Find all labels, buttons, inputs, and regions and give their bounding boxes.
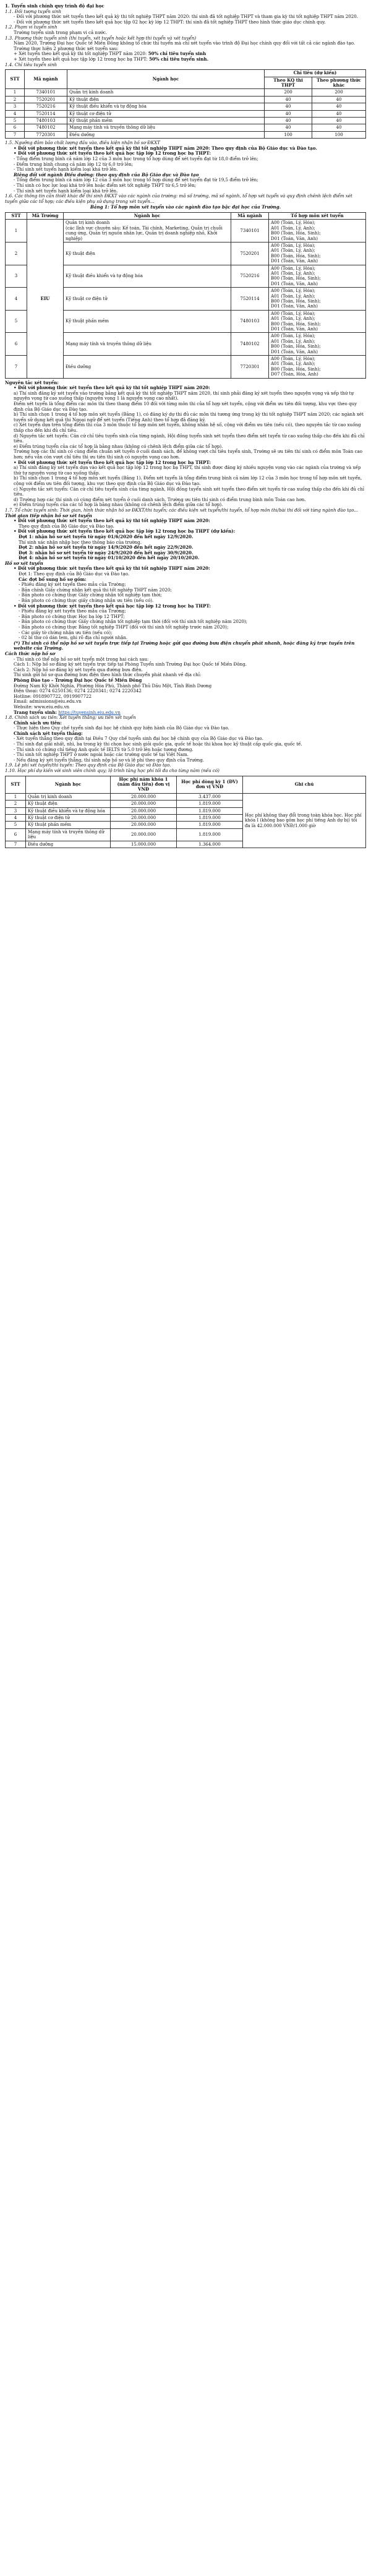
table-cell: Kỹ thuật điện xyxy=(67,96,265,103)
paragraph: - Xét tuyển thẳng theo quy định tại Điều 7 Quy chế tuyển sinh đại học hệ chính quy của Bộ Giáo dục và Đào tạo. xyxy=(14,736,263,742)
table-cell: 7480102 xyxy=(231,333,269,356)
table-cell: 40 xyxy=(312,117,366,124)
table-cell: 100 xyxy=(312,131,366,138)
table-cell: 40 xyxy=(312,96,366,103)
table-cell: 7340101 xyxy=(25,89,67,96)
table-cell: 7 xyxy=(6,131,25,138)
table-header: Theo phương thức khác xyxy=(312,77,366,89)
paragraph: c) Nguyên tắc xét tuyển: Căn cứ chỉ tiêu tuyển sinh của từng ngành, Hội đồng tuyển sinh xét tuyển theo điểm xét tuyển từ cao xuống thấp cho đến khi đủ chỉ tiêu. xyxy=(14,486,365,497)
subsection-title: 1.6. Các thông tin cần thiết khác để thí sinh ĐKXT vào các ngành của trường: mã số trường, mã số ngành, tổ hợp xét tuyển và quy định chênh lệch điểm xét tuyển giữa các tổ hợp; các điều kiện phụ sử dụng trong xét tuyển... xyxy=(5,193,352,204)
paragraph: - Phiếu đăng ký xét tuyển theo mẫu của Trường; xyxy=(19,608,126,614)
paragraph: d) Nguyên tắc xét tuyển: Căn cứ chỉ tiêu tuyển sinh của từng ngành, Hội đồng tuyển sinh xét tuyển theo điểm xét tuyển từ cao xuống thấp cho đến khi đủ chỉ tiêu. xyxy=(14,432,365,444)
table-cell: 5 xyxy=(6,822,26,828)
table-header: Mã Trường xyxy=(27,212,64,219)
paragraph: - Thí sinh xét tuyển hạnh kiểm loại khá trở lên. xyxy=(14,166,118,173)
subsection-title: Hồ sơ xét tuyển xyxy=(5,560,43,566)
table-cell: 200 xyxy=(265,89,312,96)
registration-link[interactable]: https://tuyensinh.eiu.edu.vn xyxy=(58,709,121,715)
table-cell: 7720301 xyxy=(231,356,269,379)
paragraph: • Đối với phương thức xét tuyển theo kết quả học tập lớp 12 trong học bạ THPT (dự kiến): xyxy=(14,528,236,535)
paragraph: Chính sách xét tuyển thẳng: xyxy=(14,730,83,736)
table-header: STT xyxy=(6,70,25,89)
subsection-title: Thời gian tiếp nhận hồ sơ xét tuyển xyxy=(5,512,92,518)
subsection-title: 1.10. Học phí dự kiến với sinh viên chính quy; lộ trình tăng học phí tối đa cho từng năm (nếu có) xyxy=(5,768,220,774)
paragraph: Thí sinh gửi hồ sơ qua đường bưu điện theo hình thức chuyển phát nhanh về địa chỉ: xyxy=(14,672,202,678)
paragraph: • Đối với phương thức xét tuyển theo kết quả học tập lớp 12 trong học bạ THPT: xyxy=(14,603,211,609)
table-header: Ngành học xyxy=(64,212,231,219)
table-cell: 40 xyxy=(265,117,312,124)
paragraph: Đợt 1: Theo quy định của Bộ Giáo dục và Đào tạo. xyxy=(19,571,130,577)
table-cell: 3.437.000 xyxy=(177,793,243,800)
table-cell: 2 xyxy=(6,801,26,807)
paragraph: - 02 bì thư có dán tem, ghi rõ địa chỉ người nhận. xyxy=(19,635,128,641)
table-cell: Điều dưỡng xyxy=(26,841,111,848)
paragraph: • Đối với phương thức xét tuyển theo kết quả kỳ thi tốt nghiệp THPT năm 2020: Theo quy định của Bộ Giáo dục và Đào tạo. xyxy=(14,145,317,151)
paragraph: b) Thí sinh chọn 1 trong 4 tổ hợp môn xét tuyển (Bảng 1). Điểm xét tuyển là tổng điểm trung bình cả năm lớp 12 của 3 môn học trong tổ hợp môn xét tuyển, cộng với điểm ưu tiên đối tượng, khu vực theo quy định của Bộ Giáo dục và Đào tạo. xyxy=(14,475,362,486)
table-cell: Kỹ thuật điều khiển và tự động hóa xyxy=(67,103,265,110)
table-header: Ngành học xyxy=(26,776,111,793)
paragraph: - Nếu đăng ký xét tuyển thẳng, thí sinh nộp hồ sơ và lệ phí theo quy định của Trường. xyxy=(14,757,205,763)
table-cell: Kỹ thuật điện xyxy=(26,801,111,807)
table-cell: 200 xyxy=(312,89,366,96)
table-cell: 40 xyxy=(312,103,366,110)
note: (*) Thí sinh có thể nộp hồ sơ xét tuyển trực tiếp tại Trường hoặc gửi qua đường bưu điện chuyển phát nhanh, hoặc đăng ký trực tuyến trên website của Trường. xyxy=(14,640,355,651)
table-cell: 4 xyxy=(6,110,25,117)
table-cell: A00 (Toán, Lý, Hóa); A01 (Toán, Lý, Anh); B00 (Toán, Hóa, Sinh); D07 (Toán, Hóa, Anh) xyxy=(269,356,366,379)
subsection-title: Cách thức nộp hồ sơ xyxy=(5,650,55,656)
paragraph: - Đối với phương thức xét tuyển theo kết quả học tập 02 học kỳ lớp 12 THPT: thí sinh đã tốt nghiệp THPT theo hình thức giáo dục chính quy. xyxy=(14,19,326,25)
paragraph: c) Xét tuyển dựa trên tổng điểm thi của 3 môn thuộc tổ hợp môn xét tuyển, không nhân hệ số, cộng với điểm ưu tiên (nếu có), theo nguyên tắc từ cao xuống thấp cho đến khi đủ chỉ tiêu. xyxy=(14,422,361,434)
paragraph: - Thí sinh có học lực loại khá trở lên hoặc điểm xét tốt nghiệp THPT từ 6,5 trở lên; xyxy=(14,182,197,188)
table-header: Theo KQ thi THPT xyxy=(265,77,312,89)
address-line: Điện thoại: 0274 6250136; 0274 2220341; 0274 2220342 xyxy=(14,688,142,694)
subsection-title: 1.9. Lệ phí xét tuyển/thi tuyển: Theo quy định của Bộ Giáo dục và Đào tạo. xyxy=(5,762,171,768)
table-cell: 5 xyxy=(6,310,27,333)
table-cell: 7480102 xyxy=(25,124,67,131)
table-cell: 3 xyxy=(6,265,27,288)
table-cell: Điều dưỡng xyxy=(64,356,231,379)
address-line: Đường Nam Kỳ Khởi Nghĩa, Phường Hòa Phú, Thành phố Thủ Dầu Một, Tỉnh Bình Dương xyxy=(14,682,212,689)
paragraph: Chính sách ưu tiên: xyxy=(14,719,62,726)
paragraph: Trường hợp các thí sinh có cùng điểm chuẩn xét tuyển ở cuối danh sách, để không vượt chỉ tiêu tuyển sinh, Trường sẽ ưu tiên thí sinh có điểm môn Toán cao hơn; nếu vẫn còn vượt chỉ tiêu thì ưu tiên thí sinh có nguyện vọng cao hơn. xyxy=(14,449,363,460)
table-cell: 7340101 xyxy=(231,220,269,243)
table-header: Học phí năm khóa 1 (năm đầu tiên) đơn vị VNĐ xyxy=(111,776,177,793)
paragraph: • Đối với phương thức xét tuyển theo kết quả kỳ thi tốt nghiệp THPT năm 2020: xyxy=(14,518,210,524)
table-cell: EIU xyxy=(27,220,64,378)
tuition-table xyxy=(5,776,366,848)
table-caption: Bảng 1: Tổ hợp môn xét tuyển vào các ngành đào tạo bậc đại học của Trường. xyxy=(90,204,281,210)
subsection-title: 1.4. Chỉ tiêu tuyển sinh xyxy=(5,61,58,67)
table-cell: 1.819.000 xyxy=(177,807,243,814)
table-cell: 40 xyxy=(312,110,366,117)
subsection-title: 1.5. Ngưỡng đảm bảo chất lượng đầu vào, điều kiện nhận hồ sơ ĐKXT xyxy=(5,140,160,146)
admission-document xyxy=(0,0,371,855)
paragraph: - Các giấy tờ chứng nhận ưu tiên (nếu có); xyxy=(19,629,113,635)
paragraph: - Bản photo có chứng thực Bằng tốt nghiệp THPT (đối với thí sinh tốt nghiệp trước năm 2020); xyxy=(19,624,229,630)
table-cell: A00 (Toán, Lý, Hóa); A01 (Toán, Lý, Anh); B00 (Toán, Hóa, Sinh); D01 (Toán, Văn, Anh) xyxy=(269,220,366,243)
paragraph: - Tổng điểm trung bình cả năm lớp 12 của 3 môn học trong tổ hợp dùng để xét tuyển đạt từ 19,5 điểm trở lên; xyxy=(14,177,258,183)
paragraph: - Phiếu đăng ký xét tuyển theo mẫu của Trường; xyxy=(19,582,126,588)
table-cell: 40 xyxy=(312,124,366,131)
table-header: STT xyxy=(6,212,27,219)
paragraph: Đợt 4: nhận hồ sơ xét tuyển từ ngày 01/10/2020 đến hết ngày 20/10/2020. xyxy=(19,555,200,561)
paragraph: • Đối với phương thức xét tuyển theo kết quả kỳ thi tốt nghiệp THPT năm 2020: xyxy=(14,385,210,391)
paragraph: - Thí sinh xét tuyển hạnh kiểm loại khá trở lên. xyxy=(14,187,118,194)
table-cell: Kỹ thuật cơ điện tử xyxy=(26,815,111,822)
paragraph: - Bản photo có chứng thực Giấy chứng nhận tốt nghiệp tạm thời; xyxy=(19,592,162,598)
table-cell: A00 (Toán, Lý, Hóa); A01 (Toán, Lý, Anh); B00 (Toán, Hóa, Sinh); D01 (Toán, Văn, Anh) xyxy=(269,265,366,288)
subsection-title: 1.1. Đối tượng tuyển sinh xyxy=(5,8,62,14)
table-cell: 7520216 xyxy=(231,265,269,288)
table-row xyxy=(6,124,366,131)
table-cell: 7480103 xyxy=(231,310,269,333)
table-cell: 7520201 xyxy=(231,242,269,265)
paragraph: Năm 2020, Trường Đại học Quốc tế Miền Đông không tổ chức thi tuyển mà chỉ xét tuyển vào trình độ Đại học chính quy đối với tất cả các ngành đào tạo. xyxy=(14,40,356,46)
paragraph: e) Điểm trúng tuyển của các tổ hợp là bằng nhau (không có chênh lệch điểm giữa các tổ hợp). xyxy=(14,502,223,508)
paragraph: • Đối với phương thức xét tuyển theo kết quả học tập lớp 12 trong học bạ THPT: xyxy=(14,459,211,465)
quota-table xyxy=(5,69,366,139)
table-row xyxy=(6,89,366,96)
table-header: Ngành học xyxy=(67,70,265,89)
address-line: Website: www.eiu.edu.vn xyxy=(14,703,70,710)
table-cell: 7 xyxy=(6,356,27,379)
address-line: Hotline: 0918907722, 0919907722 xyxy=(14,693,92,699)
table-cell: 4 xyxy=(6,815,26,822)
table-cell: 1.819.000 xyxy=(177,828,243,841)
table-cell: 1 xyxy=(6,89,25,96)
paragraph: e) Điểm trúng tuyển của các tổ hợp là bằng nhau (không có chênh lệch điểm giữa các tổ hợp). xyxy=(14,443,223,449)
table-cell: Kỹ thuật cơ điện tử xyxy=(67,110,265,117)
table-row xyxy=(6,110,366,117)
table-cell: 7720301 xyxy=(25,131,67,138)
table-header: Chỉ tiêu (dự kiến) xyxy=(265,70,366,77)
table-cell: 20.000.000 xyxy=(111,801,177,807)
paragraph: - Thí sinh đạt giải nhất, nhì, ba trong kỳ thi chọn học sinh giỏi quốc gia, quốc tế hoặc thi khoa học kỹ thuật cấp quốc gia, quốc tế. xyxy=(14,741,302,747)
table-cell: Kỹ thuật phần mềm xyxy=(67,117,265,124)
table-header: STT xyxy=(6,776,26,793)
address-line: Email: admissions@eiu.edu.vn xyxy=(14,698,82,705)
table-row xyxy=(6,117,366,124)
table-cell: 5 xyxy=(6,117,25,124)
paragraph: • Đối với phương thức xét tuyển theo kết quả kỳ thi tốt nghiệp THPT năm 2020: xyxy=(14,565,210,572)
paragraph: - Thí sinh có chứng chỉ tiếng Anh quốc tế IELTS từ 5.0 trở lên hoặc tương đương. xyxy=(14,746,194,752)
table-cell: 1 xyxy=(6,793,26,800)
paragraph: a) Thí sinh đăng ký xét tuyển dựa vào kết quả học tập lớp 12 trong học bạ THPT, thí sinh được đăng ký nhiều nguyện vọng vào các ngành của trường và xếp thứ tự nguyện vọng từ cao xuống thấp. xyxy=(14,465,361,476)
paragraph: Đợt 2: nhận hồ sơ xét tuyển từ ngày 14/9/2020 đến hết ngày 22/9/2020. xyxy=(19,544,194,551)
paragraph: + Xét tuyển theo kết quả kỳ thi tốt nghiệp THPT năm 2020: 50% chỉ tiêu tuyển sinh xyxy=(14,51,207,57)
table-cell: 20.000.000 xyxy=(111,807,177,814)
table-cell: Quản trị kinh doanh xyxy=(67,89,265,96)
table-cell: Kỹ thuật điện xyxy=(64,242,231,265)
paragraph: b) Thí sinh chọn 1 trong 4 tổ hợp môn xét tuyển (Bảng 1), có đăng ký dự thi đủ các môn thi tương ứng trong kỳ thi tốt nghiệp THPT năm 2020; các ngành xét tuyển sử dụng kết quả thi Ngoại ngữ để xét tuyển (Tiếng Anh) theo tổ hợp đã đăng ký. xyxy=(14,411,364,423)
table-row xyxy=(6,220,366,243)
table-cell: 7520201 xyxy=(25,96,67,103)
address-line: Phòng Đào tạo – Trường Đại học Quốc tế Miền Đông xyxy=(14,677,142,683)
paragraph: Trường tuyển sinh trong phạm vi cả nước. xyxy=(14,29,108,35)
paragraph: Cách 2: Nộp hồ sơ đăng ký xét tuyển qua đường bưu điện. xyxy=(14,666,143,672)
table-cell: 2 xyxy=(6,242,27,265)
paragraph: - Bản chính Giấy chứng nhận kết quả thi tốt nghiệp THPT năm 2020; xyxy=(19,586,172,593)
online-registration: Trang tuyển sinh: https://tuyensinh.eiu.edu.vn xyxy=(14,709,121,715)
table-cell: 40 xyxy=(265,96,312,103)
section-title: 1. Tuyển sinh chính quy trình độ đại học xyxy=(5,3,104,9)
table-cell: 3 xyxy=(6,807,26,814)
table-cell: Quản trị kinh doanh xyxy=(26,793,111,800)
table-cell: A00 (Toán, Lý, Hóa); A01 (Toán, Lý, Anh); B00 (Toán, Hóa, Sinh); D01 (Toán, Văn, Anh) xyxy=(269,333,366,356)
paragraph: + Xét tuyển theo kết quả học tập lớp 12 trong học bạ THPT: 50% chỉ tiêu tuyển sinh. xyxy=(14,56,209,62)
subsection-title: 1.3. Phương thức tuyển sinh (thi tuyển, xét tuyển hoặc kết hợp thi tuyển và xét tuyển) xyxy=(5,35,197,41)
table-cell: 1.819.000 xyxy=(177,801,243,807)
table-cell: Kỹ thuật cơ điện tử xyxy=(64,288,231,311)
table-header: Mã ngành xyxy=(25,70,67,89)
table-cell: 15.000.000 xyxy=(111,841,177,848)
table-cell: 7520114 xyxy=(25,110,67,117)
table-cell: Mạng máy tính và truyền thông dữ liệu xyxy=(64,333,231,356)
table-header: Ghi chú xyxy=(243,776,366,793)
section-title: Nguyên tắc xét tuyển: xyxy=(5,379,59,385)
table-row xyxy=(6,96,366,103)
paragraph: Các đợt bổ sung hồ sơ gồm: xyxy=(19,576,87,582)
table-cell: A00 (Toán, Lý, Hóa); A01 (Toán, Lý, Anh); B00 (Toán, Hóa, Sinh); D01 (Toán, Văn, Anh) xyxy=(269,288,366,311)
table-cell: 6 xyxy=(6,828,26,841)
table-cell: 7520114 xyxy=(231,288,269,311)
table-cell: 7 xyxy=(6,841,26,848)
paragraph: Điểm xét tuyển là tổng điểm các môn thi theo thang điểm 10 đối với từng môn thi của tổ hợp xét tuyển, cộng với điểm ưu tiên đối tượng, khu vực theo quy định của Bộ Giáo dục và Đào tạo. xyxy=(14,401,357,412)
table-row xyxy=(6,131,366,138)
table-cell: Kỹ thuật phần mềm xyxy=(26,822,111,828)
table-cell: Kỹ thuật điều khiển và tự động hóa xyxy=(64,265,231,288)
table-cell: Mạng máy tính và truyền thông dữ liệu xyxy=(26,828,111,841)
paragraph: - Thí sinh có thể nộp hồ sơ xét tuyển một trong hai cách sau: xyxy=(14,656,149,662)
paragraph: • Đối với phương thức xét tuyển theo kết quả học tập lớp 12 trong học bạ THPT: xyxy=(14,150,211,157)
table-cell: 3 xyxy=(6,103,25,110)
paragraph: - Điểm trung bình chung cả năm lớp 12 từ 6,0 trở lên; xyxy=(14,161,134,167)
table-cell: 7520216 xyxy=(25,103,67,110)
paragraph: - Bản photo có chứng thực Học bạ lớp 12 THPT; xyxy=(19,613,125,619)
table-cell: 2 xyxy=(6,96,25,103)
paragraph: - Bản photo có chứng thực giấy chứng nhận ưu tiên (nếu có). xyxy=(19,598,154,604)
table-header: Tổ hợp môn xét tuyển xyxy=(269,212,366,219)
table-row xyxy=(6,103,366,110)
subsection-title: 1.7. Tổ chức tuyển sinh: Thời gian, hình thức nhận hồ sơ ĐKXT/thi tuyển; các điều kiện xét tuyển/thi tuyển, tổ hợp môn thi/bài thi đối với từng ngành đào tạo... xyxy=(5,507,359,513)
table-row xyxy=(6,793,366,800)
table-cell: 1.819.000 xyxy=(177,822,243,828)
paragraph: a) Thí sinh đăng ký xét tuyển vào trường bằng kết quả kỳ thi tốt nghiệp THPT năm 2020, thí sinh phải đăng ký xét tuyển theo nguyện vọng và xếp thứ tự nguyện vọng từ cao xuống thấp (nguyện vọng 1 là nguyện vọng cao nhất). xyxy=(14,390,354,401)
table-cell: 4 xyxy=(6,288,27,311)
table-cell: 6 xyxy=(6,124,25,131)
paragraph: - Tổng điểm trung bình cả năm lớp 12 của 3 môn học trong tổ hợp dùng để xét tuyển đạt từ 18,0 điểm trở lên; xyxy=(14,155,258,161)
table-header: Học phí dòng kỳ 1 (ĐV) đơn vị VNĐ xyxy=(177,776,243,793)
table-cell: 1 xyxy=(6,220,27,243)
table-cell: Điều dưỡng xyxy=(67,131,265,138)
table-cell: 40 xyxy=(265,124,312,131)
table-cell: Quản trị kinh doanh (các lĩnh vực chuyên sâu: Kế toán, Tài chính, Marketing, Quản trị chuỗi cung ứng, Quản trị nguồn nhân lực, Quản trị doanh nghiệp nhỏ, Khởi nghiệp) xyxy=(64,220,231,243)
table-cell: 7480103 xyxy=(25,117,67,124)
paragraph: d) Trường hợp các thí sinh có cùng điểm xét tuyển ở cuối danh sách, Trường ưu tiên thí sinh có điểm trung bình môn Toán cao hơn. xyxy=(14,496,306,502)
table-cell: 40 xyxy=(265,103,312,110)
paragraph: Đợt 3: nhận hồ sơ xét tuyển từ ngày 24/9/2020 đến hết ngày 30/9/2020. xyxy=(19,549,194,556)
table-cell: 6 xyxy=(6,333,27,356)
paragraph: - Bản photo có chứng thực Giấy chứng nhận tốt nghiệp tạm thời (đối với thí sinh tốt nghiệp năm 2020); xyxy=(19,619,248,625)
subject-combination-table xyxy=(5,212,366,379)
table-cell: A00 (Toán, Lý, Hóa); A01 (Toán, Lý, Anh); B00 (Toán, Hóa, Sinh); D01 (Toán, Văn, Anh) xyxy=(269,242,366,265)
table-cell: Kỹ thuật phần mềm xyxy=(64,310,231,333)
table-cell: 1.819.000 xyxy=(177,815,243,822)
table-cell: 100 xyxy=(265,131,312,138)
table-cell: 20.000.000 xyxy=(111,828,177,841)
paragraph: - Thực hiện theo Quy chế tuyển sinh đại học hệ chính quy hiện hành của Bộ Giáo dục và Đào tạo. xyxy=(14,725,229,731)
paragraph: - Thí sinh tốt nghiệp THPT ở nước ngoài hoặc các trường quốc tế tại Việt Nam. xyxy=(14,752,189,758)
table-cell: Kỹ thuật điều khiển và tự động hóa xyxy=(26,807,111,814)
paragraph: Đợt 1: nhận hồ sơ xét tuyển từ ngày 01/6/2020 đến hết ngày 12/9/2020. xyxy=(19,533,194,539)
paragraph: Cách 1: Nộp hồ sơ đăng ký xét tuyển trực tiếp tại Phòng Tuyển sinh Trường Đại học Quốc tế Miền Đông. xyxy=(14,661,247,668)
table-cell: A00 (Toán, Lý, Hóa); A01 (Toán, Lý, Anh); B00 (Toán, Hóa, Sinh); D01 (Toán, Văn, Anh) xyxy=(269,310,366,333)
table-cell: 40 xyxy=(265,110,312,117)
paragraph: Thí sinh xác nhận nhập học theo thông báo của trường. xyxy=(19,539,142,545)
subsection-title: 1.2. Phạm vi tuyển sinh xyxy=(5,24,58,30)
table-cell: Mạng máy tính và truyền thông dữ liệu xyxy=(67,124,265,131)
paragraph: Riêng đối với ngành Điều dưỡng: theo quy định của Bộ Giáo dục và Đào tạo xyxy=(14,171,199,178)
table-cell: 20.000.000 xyxy=(111,793,177,800)
paragraph: - Đối với phương thức xét tuyển theo kết quả kỳ thi tốt nghiệp THPT năm 2020: thí sinh đã tốt nghiệp THPT và tham gia kỳ thi tốt nghiệp THPT năm 2020. xyxy=(14,14,358,20)
table-cell: 1.364.000 xyxy=(177,841,243,848)
paragraph: Theo quy định của Bộ Giáo dục và Đào tạo. xyxy=(19,523,114,529)
subsection-title: 1.8. Chính sách ưu tiên: Xét tuyển thẳng; ưu tiên xét tuyển xyxy=(5,715,136,721)
table-cell: 20.000.000 xyxy=(111,822,177,828)
paragraph: Trường thực hiện 2 phương thức xét tuyển sau: xyxy=(14,45,119,51)
table-cell: 20.000.000 xyxy=(111,815,177,822)
table-cell: Học phí không thay đổi trong toàn khóa học. Học phí khóa I (không bao gồm học phí tiếng Anh dự bị) tối đa là 42.000.000 VNĐ/1.000 giờ xyxy=(243,793,366,848)
table-header: Mã ngành xyxy=(231,212,269,219)
